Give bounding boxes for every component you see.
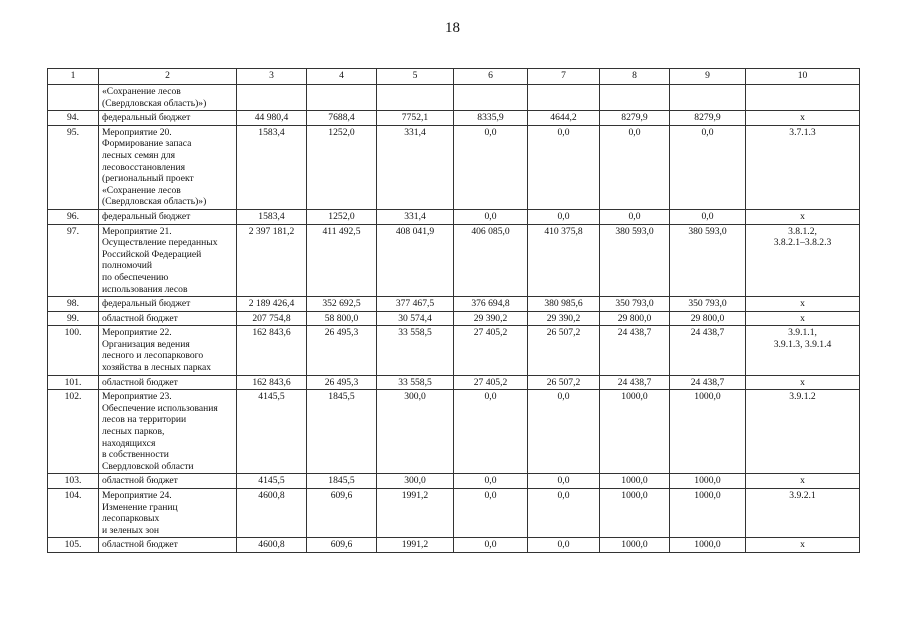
target-indicator: х [746,538,860,553]
row-number: 105. [48,538,99,553]
row-number: 96. [48,209,99,224]
target-indicator: 3.9.2.1 [746,489,860,538]
value-cell: 0,0 [600,209,670,224]
table-row [48,390,860,474]
value-cell: 29 390,2 [454,311,528,326]
target-indicator [746,85,860,111]
value-cell: 1252,0 [307,125,377,209]
value-cell: 4600,8 [237,489,307,538]
header-cell: 1 [48,69,99,85]
header-cell: 7 [528,69,600,85]
row-number: 101. [48,375,99,390]
value-cell: 1991,2 [377,538,454,553]
value-cell: 331,4 [377,125,454,209]
header-cell: 8 [600,69,670,85]
table-row [48,375,860,390]
header-cell: 2 [99,69,237,85]
header-cell: 9 [670,69,746,85]
value-cell: 0,0 [454,125,528,209]
value-cell: 0,0 [528,125,600,209]
value-cell: 26 507,2 [528,375,600,390]
value-cell: 1252,0 [307,209,377,224]
header-cell: 6 [454,69,528,85]
value-cell: 408 041,9 [377,224,454,297]
value-cell: 26 507,2 [528,326,600,375]
value-cell: 380 593,0 [600,224,670,297]
row-name: областной бюджет [99,311,237,326]
value-cell [528,85,600,111]
value-cell: 162 843,6 [237,375,307,390]
table-row [48,224,860,297]
value-cell: 1000,0 [670,489,746,538]
value-cell: 0,0 [670,209,746,224]
value-cell: 1991,2 [377,489,454,538]
row-name: федеральный бюджет [99,111,237,126]
value-cell: 411 492,5 [307,224,377,297]
table-row [48,297,860,312]
row-name: областной бюджет [99,474,237,489]
value-cell: 1000,0 [670,538,746,553]
header-cell: 10 [746,69,860,85]
value-cell: 350 793,0 [670,297,746,312]
value-cell: 300,0 [377,474,454,489]
table-row [48,111,860,126]
row-name: Мероприятие 24. Изменение границ лесопарковых и зеленых зон [99,489,237,538]
target-indicator: х [746,297,860,312]
page-number: 18 [445,20,460,36]
table-row [48,474,860,489]
value-cell: 30 574,4 [377,311,454,326]
value-cell: 27 405,2 [454,326,528,375]
table-row [48,326,860,375]
row-number: 102. [48,390,99,474]
row-name: федеральный бюджет [99,209,237,224]
target-indicator: х [746,111,860,126]
value-cell: 0,0 [528,390,600,474]
header-cell: 5 [377,69,454,85]
value-cell: 377 467,5 [377,297,454,312]
value-cell: 0,0 [600,125,670,209]
value-cell: 162 843,6 [237,326,307,375]
row-name: Мероприятие 23. Обеспечение использования лесов на территории лесных парков, находящихся в собственности Свердловской области [99,390,237,474]
value-cell: 406 085,0 [454,224,528,297]
value-cell: 27 405,2 [454,375,528,390]
value-cell [377,85,454,111]
value-cell: 0,0 [528,474,600,489]
table-row [48,489,860,538]
target-indicator: 3.9.1.2 [746,390,860,474]
value-cell: 1845,5 [307,390,377,474]
value-cell: 8335,9 [454,111,528,126]
row-number [48,85,99,111]
value-cell: 380 985,6 [528,297,600,312]
value-cell: 609,6 [307,489,377,538]
value-cell: 331,4 [377,209,454,224]
row-number: 98. [48,297,99,312]
row-number: 104. [48,489,99,538]
value-cell: 0,0 [670,125,746,209]
value-cell [237,85,307,111]
value-cell: 1583,4 [237,209,307,224]
value-cell: 4145,5 [237,390,307,474]
value-cell: 300,0 [377,390,454,474]
header-cell: 4 [307,69,377,85]
value-cell: 7688,4 [307,111,377,126]
value-cell: 33 558,5 [377,375,454,390]
value-cell [307,85,377,111]
target-indicator: 3.9.1.1, 3.9.1.3, 3.9.1.4 [746,326,860,375]
value-cell: 0,0 [454,390,528,474]
row-name: «Сохранение лесов (Свердловская область)») [99,85,237,111]
value-cell: 58 800,0 [307,311,377,326]
row-name: областной бюджет [99,538,237,553]
value-cell: 7752,1 [377,111,454,126]
row-number: 103. [48,474,99,489]
value-cell: 26 495,3 [307,326,377,375]
row-number: 99. [48,311,99,326]
value-cell: 0,0 [528,538,600,553]
value-cell: 0,0 [454,474,528,489]
value-cell: 410 375,8 [528,224,600,297]
row-number: 95. [48,125,99,209]
value-cell: 1000,0 [600,489,670,538]
value-cell: 24 438,7 [600,326,670,375]
value-cell: 29 390,2 [528,311,600,326]
value-cell: 8279,9 [600,111,670,126]
value-cell: 4600,8 [237,538,307,553]
value-cell [600,85,670,111]
row-name: Мероприятие 20. Формирование запаса лесных семян для лесовосстановления (региональный проект «Сохранение лесов (Свердловская область)») [99,125,237,209]
value-cell: 2 397 181,2 [237,224,307,297]
value-cell: 33 558,5 [377,326,454,375]
header-cell: 3 [237,69,307,85]
table-row [48,311,860,326]
row-name: Мероприятие 22. Организация ведения лесного и лесопаркового хозяйства в лесных парках [99,326,237,375]
value-cell: 1000,0 [670,474,746,489]
target-indicator: 3.7.1.3 [746,125,860,209]
row-number: 97. [48,224,99,297]
table-row [48,209,860,224]
value-cell: 1845,5 [307,474,377,489]
value-cell: 207 754,8 [237,311,307,326]
value-cell: 1000,0 [670,390,746,474]
target-indicator: 3.8.1.2, 3.8.2.1–3.8.2.3 [746,224,860,297]
table-row [48,85,860,111]
row-name: Мероприятие 21. Осуществление переданных Российской Федерацией полномочий по обеспечению использования лесов [99,224,237,297]
value-cell: 380 593,0 [670,224,746,297]
value-cell: 44 980,4 [237,111,307,126]
value-cell [454,85,528,111]
target-indicator: х [746,209,860,224]
row-number: 100. [48,326,99,375]
column-number-row [48,69,860,85]
value-cell: 24 438,7 [600,375,670,390]
value-cell: 24 438,7 [670,326,746,375]
value-cell: 29 800,0 [670,311,746,326]
value-cell: 0,0 [454,489,528,538]
value-cell: 1000,0 [600,474,670,489]
budget-table [47,68,860,553]
table-row [48,125,860,209]
value-cell: 29 800,0 [600,311,670,326]
table-body [48,69,860,553]
value-cell: 0,0 [454,538,528,553]
value-cell: 0,0 [454,209,528,224]
row-number: 94. [48,111,99,126]
value-cell: 609,6 [307,538,377,553]
value-cell: 24 438,7 [670,375,746,390]
value-cell: 1000,0 [600,538,670,553]
value-cell [670,85,746,111]
target-indicator: х [746,474,860,489]
value-cell: 26 495,3 [307,375,377,390]
value-cell: 4145,5 [237,474,307,489]
row-name: федеральный бюджет [99,297,237,312]
value-cell: 0,0 [528,209,600,224]
value-cell: 376 694,8 [454,297,528,312]
value-cell: 350 793,0 [600,297,670,312]
value-cell: 2 189 426,4 [237,297,307,312]
value-cell: 352 692,5 [307,297,377,312]
target-indicator: х [746,311,860,326]
value-cell: 0,0 [528,489,600,538]
value-cell: 8279,9 [670,111,746,126]
value-cell: 1000,0 [600,390,670,474]
row-name: областной бюджет [99,375,237,390]
value-cell: 4644,2 [528,111,600,126]
target-indicator: х [746,375,860,390]
value-cell: 1583,4 [237,125,307,209]
table-row [48,538,860,553]
